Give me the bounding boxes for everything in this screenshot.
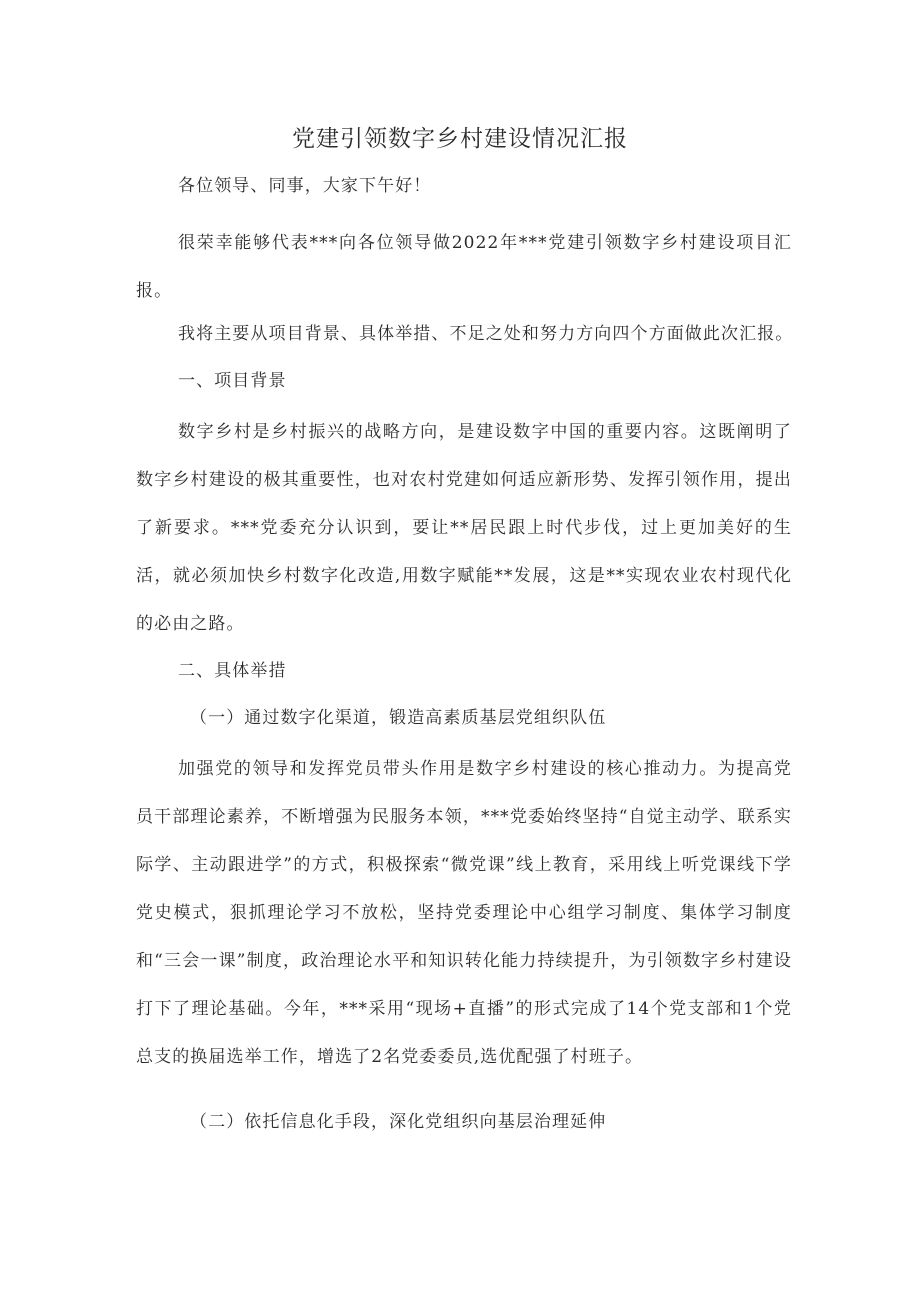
intro-paragraph: 很荣幸能够代表***向各位领导做2022年***党建引领数字乡村建设项目汇报。 — [136, 233, 792, 301]
greeting-paragraph: 各位领导、同事，大家下午好！ — [178, 176, 432, 196]
background-paragraph: 数字乡村是乡村振兴的战略方向，是建设数字中国的重要内容。这既阐明了数字乡村建设的极其重要性，也对农村党建如何适应新形势、发挥引领作用，提出了新要求。***党委充分认识到，要让**居民跟上时代步伐，过上更加美好的生活，就必须加快乡村数字化改造,用数字赋能**发展，这是**实现农业农村现代化的必由之路。 — [136, 422, 792, 634]
section-heading-measures: 二、具体举措 — [178, 661, 287, 681]
subsection-heading-2: （二）依托信息化手段，深化党组织向基层治理延伸 — [190, 1112, 607, 1132]
measure-1-paragraph: 加强党的领导和发挥党员带头作用是数字乡村建设的核心推动力。为提高党员干部理论素养，不断增强为民服务本领，***党委始终坚持“自觉主动学、联系实际学、主动跟进学”的方式，积极探索“微党课”线上教育，采用线上听党课线下学党史模式，狠抓理论学习不放松，坚持党委理论中心组学习制度、集体学习制度和“三会一课”制度，政治理论水平和知识转化能力持续提升，为引领数字乡村建设打下了理论基础。今年，***采用“现场+直播”的形式完成了14个党支部和1个党总支的换届选举工作，增选了2名党委委员,选优配强了村班子。 — [136, 759, 792, 1067]
document-title: 党建引领数字乡村建设情况汇报 — [292, 126, 628, 152]
subsection-heading-1: （一）通过数字化渠道，锻造高素质基层党组织队伍 — [190, 708, 607, 728]
plan-paragraph: 我将主要从项目背景、具体举措、不足之处和努力方向四个方面做此次汇报。 — [178, 324, 794, 344]
section-heading-background: 一、项目背景 — [178, 371, 287, 391]
